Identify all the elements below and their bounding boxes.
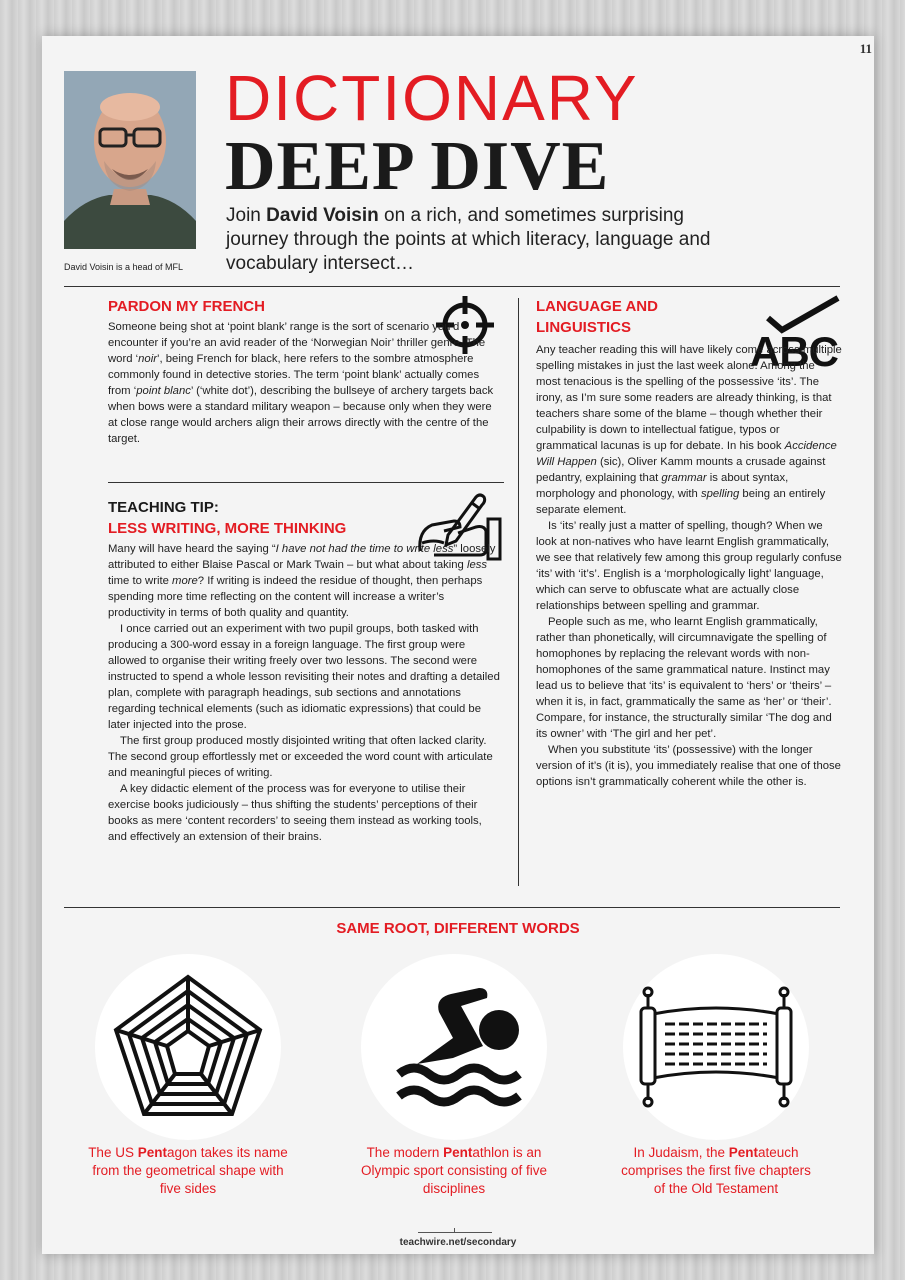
intro-standfirst: Join David Voisin on a rich, and sometimes surprising journey through the points at which literacy, language and vocabulary intersect… bbox=[226, 205, 711, 274]
author-name: David Voisin bbox=[266, 205, 379, 226]
same-root-title: SAME ROOT, DIFFERENT WORDS bbox=[336, 920, 580, 937]
photo-caption: David Voisin is a head of MFL bbox=[64, 262, 184, 272]
scroll-circle bbox=[623, 954, 809, 1140]
bottom-divider bbox=[64, 907, 840, 908]
title-line-2: DEEP DIVE bbox=[225, 128, 610, 205]
section-title-language: LANGUAGE AND bbox=[536, 298, 658, 315]
page-number: 11 bbox=[859, 41, 872, 56]
swimmer-icon bbox=[361, 954, 547, 1140]
footer-url[interactable]: teachwire.net/secondary bbox=[399, 1237, 517, 1248]
pentateuch-caption: In Judaism, the Pentateuch comprises the first five chapters of the Old Testament bbox=[621, 1145, 811, 1196]
pentagon-circle bbox=[95, 954, 281, 1140]
section-title-tip: TEACHING TIP: bbox=[108, 499, 219, 516]
french-body: Someone being shot at ‘point blank’ range is the sort of scenario you’d encounter if you’re an avid reader of the ‘Norwegian Noir’ thriller genre. The word ‘noir’, being French for black, here refers to the sombre atmosphere commonly found in detective stories. The term ‘point blank’ actually comes from ‘point blanc’ (‘white dot’), describing the bullseye of archery targets back when bows were a standard military weapon – because only when they were at close range would archers align their arrows directly with the centre of the target. bbox=[108, 321, 494, 445]
abc-text: ABC bbox=[750, 328, 838, 375]
section-title-french: PARDON MY FRENCH bbox=[108, 298, 265, 315]
swimmer-circle bbox=[361, 954, 547, 1140]
footer-tick bbox=[454, 1228, 455, 1233]
language-body: Any teacher reading this will have likely come across multiple spelling mistakes in just the last week alone. Among the most tenacious is the spelling of the possessive ‘its’. The irony, as I’m sure some readers are already thinking, is that teachers share some of the blame – though whether their culpability is down to intellectual fatigue, typos or grammatical lacunas is up for debate. In his book Accidence Will Happen (sic), Oliver Kamm mounts a crusade against pedantry, explaining that grammar is about syntax, morphology and phonology, with spelling being an entirely separate element. Is ‘its’ really just a matter of spelling, though? When we look at non-natives who have learnt English grammatically, we see that relatively few among this group regularly confuse ‘its’ with ‘it’s’. English is a ‘morphologically light’ language, which can serve to obfuscate what are actually close relationships between spelling and grammar. People such as me, who learnt English grammatically, rather than phonetically, will circumnavigate the spelling of homophones by replacing the relevant words with non-homophones of the same grammatical nature. Instinct may lead us to believe that ‘its’ is equivalent to ‘hers’ or ‘theirs’ – when it is, in fact, grammatically the same as ‘her’ or ‘their’. Compare, for instance, the structurally similar ‘The dog and its owner’ with ‘The girl and her pet’. When you substitute ‘its’ (possessive) with the longer version of it’s (it is), you immediately realise that one of those options isn’t grammatically coherent while the other is. bbox=[536, 344, 842, 788]
title-line-1: DICTIONARY bbox=[225, 62, 639, 134]
author-photo bbox=[64, 71, 196, 249]
column-divider bbox=[518, 298, 519, 886]
footer-rule bbox=[418, 1232, 492, 1233]
pentagon-caption: The US Pentagon takes its name from the geometrical shape with five sides bbox=[88, 1145, 288, 1196]
scroll-icon bbox=[623, 954, 809, 1140]
pentathlon-caption: The modern Pentathlon is an Olympic sport consisting of five disciplines bbox=[360, 1145, 548, 1196]
header-divider bbox=[64, 286, 840, 287]
tip-body: Many will have heard the saying “I have not had the time to write less” loosely attributed to either Blaise Pascal or Mark Twain – but what about taking less time to write more? If writing is indeed the residue of thought, then perhaps spending more time reflecting on the content will increase a writer’s productivity in terms of both quality and quantity. I once carried out an experiment with two pupil groups, both tasked with producing a 300-word essay in a foreign language. The first group were allowed to organise their writing freely over two lessons. The second were instructed to spend a whole lesson revisiting their notes and drafting a detailed plan, complete with paragraph headings, sub sections and annotations regarding technical elements (such as idiomatic expressions) that could be later injected into the prose. The first group produced mostly disjointed writing that often lacked clarity. The second group effortlessly met or exceeded the word count with articulate and meaningful pieces of writing. A key didactic element of the process was for everyone to utilise their exercise books judiciously – thus shifting the students’ perceptions of their books as mere ‘content recorders’ to seeing them instead as working tools, and effectively an extension of their brains. bbox=[108, 543, 500, 843]
pentagon-icon bbox=[95, 954, 281, 1140]
section-subtitle-language: LINGUISTICS bbox=[536, 319, 632, 336]
french-divider bbox=[108, 482, 504, 483]
section-subtitle-tip: LESS WRITING, MORE THINKING bbox=[108, 520, 347, 537]
magazine-page bbox=[42, 36, 874, 1254]
